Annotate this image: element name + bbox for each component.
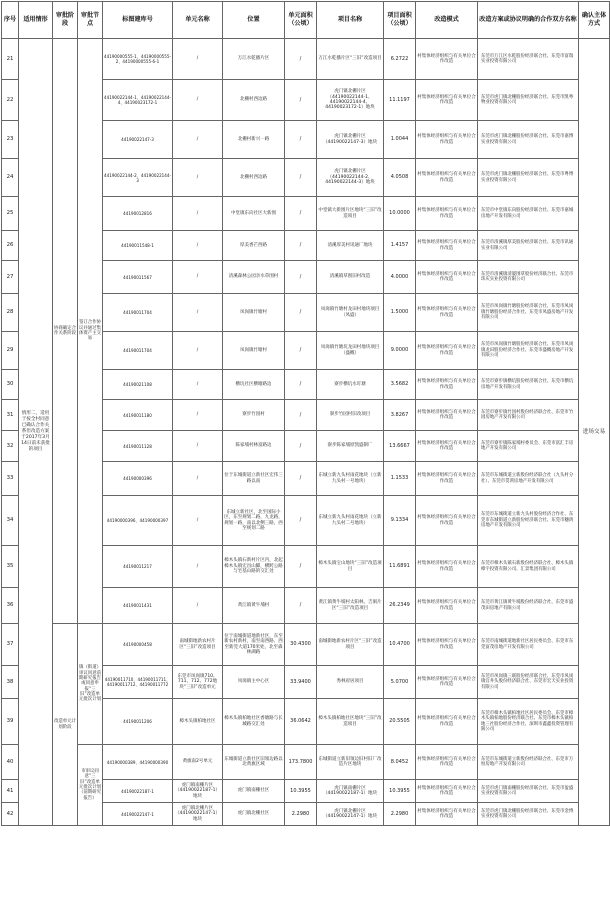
renovation-mode-cell: 村集体经济组织与有关单位合作改造	[416, 294, 478, 332]
partner-names-cell: 东莞市凤岗镇竹塘股份经济联合社、东莞市凤岗镇龙田股份经济合作社、东莞市盛概房地产开发有限公司	[478, 332, 579, 370]
renovation-mode-cell: 村集体经济组织与有关单位合作改造	[416, 400, 478, 431]
unit-name-cell: 南城街地新农村片区“三旧”改造项目	[173, 624, 223, 666]
unit-name-cell: /	[173, 197, 223, 231]
renovation-mode-cell: 村集体经济组织与有关单位合作改造	[416, 780, 478, 803]
project-name-cell: 清溪厚美村讯通厂地块	[317, 231, 384, 261]
project-area-cell: 10.3955	[384, 780, 416, 803]
row-number-cell: 31	[2, 400, 19, 431]
project-name-cell: 虎门镇北栅片区（44190022147-3）地块	[317, 121, 384, 159]
map-code-cell: 44190011548-1	[103, 231, 173, 261]
project-area-cell: 4.0000	[384, 261, 416, 294]
project-area-cell: 3.8267	[384, 400, 416, 431]
renovation-mode-cell: 村集体经济组织与有关单位合作改造	[416, 121, 478, 159]
table-row	[2, 39, 610, 80]
row-number-cell: 26	[2, 231, 19, 261]
table-row	[2, 745, 610, 780]
header-cell: 改造方案或协议明确的合作双方名称	[478, 2, 579, 39]
renovation-mode-cell: 村集体经济组织与有关单位合作改造	[416, 699, 478, 745]
project-area-cell: 10.0000	[384, 197, 416, 231]
project-name-cell: 南城街地新农村片区“三旧”改造项目	[317, 624, 384, 666]
partner-names-cell: 东莞市虎门镇北栅股份经济联合社、东莞市凯粤物业投资有限公司	[478, 80, 579, 121]
location-cell: 清溪森林公园亲水草围村	[223, 261, 285, 294]
unit-name-cell: /	[173, 332, 223, 370]
row-number-cell: 29	[2, 332, 19, 370]
renovation-mode-cell: 村集体经济组织与有关单位合作改造	[416, 261, 478, 294]
unit-area-cell: /	[285, 197, 317, 231]
header-cell: 项目面积（公顷）	[384, 2, 416, 39]
partner-names-cell: 东莞市虎门镇北栅股份经济联合社、东莞市金博实业投资有限公司	[478, 803, 579, 826]
unit-area-cell: /	[285, 496, 317, 546]
location-cell: 虎门镇北栅社区	[223, 803, 285, 826]
map-code-cell: 44190012816	[103, 197, 173, 231]
map-code-cell: 44190011206	[103, 699, 173, 745]
location-cell: 中堂镇东向社区大新围	[223, 197, 285, 231]
project-area-cell: 3.5682	[384, 370, 416, 400]
map-code-cell: 44190000389、44190000390	[103, 745, 173, 780]
header-row	[2, 2, 610, 39]
project-name-cell: 东城立新九头村雨花地块（立新九头村一号地块）	[317, 462, 384, 496]
renovation-mode-cell: 村集体经济组织与有关单位合作改造	[416, 80, 478, 121]
project-name-cell: 万江水乾播片区“三旧”改造项目	[317, 39, 384, 80]
project-name-cell: 虎门镇北栅片区（44190022144-2、44190022144-3）地块	[317, 159, 384, 197]
approval-node-cell: 签订合作协议并通过集体资产主交易	[78, 39, 103, 624]
renovation-mode-cell: 村集体经济组织与有关单位合作改造	[416, 624, 478, 666]
renovation-mode-cell: 村集体经济组织与有关单位合作改造	[416, 231, 478, 261]
unit-area-cell: 33.9400	[285, 666, 317, 699]
map-code-cell: 44190011704	[103, 294, 173, 332]
partner-names-cell: 东莞市黄江镇黄牛埔股份经济联合社、东莞市盛茂田房地产有限公司	[478, 588, 579, 624]
project-area-cell: 8.0452	[384, 745, 416, 780]
partner-names-cell: 东莞市虎门镇北栅股份经济联合社、东莞市粤博实业投资有限公司	[478, 159, 579, 197]
unit-area-cell: /	[285, 39, 317, 80]
project-name-cell: 凤岗镇竹塘坑龙田村地块项目（盛概）	[317, 332, 384, 370]
map-code-cell: 44190011217	[103, 546, 173, 588]
table-body	[2, 39, 610, 826]
project-name-cell: 寮步竹园村旧改项目	[317, 400, 384, 431]
map-code-cell: 44190021108	[103, 370, 173, 400]
partner-names-cell: 东莞市东城街道立新股份经济联合社、东莞市万恒房地产开发有限公司	[478, 745, 579, 780]
map-code-cell: 44190022144-1、44190022144-4、44190023172-1	[103, 80, 173, 121]
renovation-mode-cell: 村集体经济组织与有关单位合作改造	[416, 588, 478, 624]
row-number-cell: 33	[2, 462, 19, 496]
row-number-cell: 24	[2, 159, 19, 197]
row-number-cell: 27	[2, 261, 19, 294]
renovation-mode-cell: 村集体经济组织与有关单位合作改造	[416, 546, 478, 588]
unit-name-cell: /	[173, 546, 223, 588]
unit-area-cell: /	[285, 231, 317, 261]
unit-name-cell: /	[173, 400, 223, 431]
unit-name-cell: 东莞市凤岗镇710、711、712、772地块“三旧”改造单元	[173, 666, 223, 699]
location-cell: 樟木头镇柏地社区香塘路与长城路交汇处	[223, 699, 285, 745]
row-number-cell: 42	[2, 803, 19, 826]
location-cell: 虎门镇南栅社区	[223, 780, 285, 803]
project-area-cell: 2.2980	[384, 803, 416, 826]
map-code-cell: 44190022187-1	[103, 780, 173, 803]
unit-name-cell: 樟木头镇柏地社区	[173, 699, 223, 745]
unit-area-cell: 36.0642	[285, 699, 317, 745]
row-number-cell: 39	[2, 699, 19, 745]
data-table	[1, 1, 610, 826]
map-code-cell: 44190011710、44190011711、44190011712、44190011772	[103, 666, 173, 699]
project-area-cell: 13.6667	[384, 431, 416, 462]
project-area-cell: 11.1197	[384, 80, 416, 121]
location-cell: 厚美香芒西路	[223, 231, 285, 261]
project-area-cell: 11.6891	[384, 546, 416, 588]
row-number-cell: 37	[2, 624, 19, 666]
project-name-cell: 秀林府居项目	[317, 666, 384, 699]
project-area-cell: 1.1533	[384, 462, 416, 496]
unit-area-cell: /	[285, 546, 317, 588]
header-cell: 审批节点	[78, 2, 103, 39]
header-cell: 单元面积（公顷）	[285, 2, 317, 39]
unit-name-cell: /	[173, 496, 223, 546]
project-name-cell: 樟木头镇宝山地块“三旧”改造项目	[317, 546, 384, 588]
partner-names-cell: 东莞市中堂镇东向股份经济联合社、东莞市嘉城房地产开发有限公司	[478, 197, 579, 231]
map-code-cell: 44190000458	[103, 624, 173, 666]
unit-area-cell: 2.2980	[285, 803, 317, 826]
unit-area-cell: /	[285, 370, 317, 400]
unit-area-cell: /	[285, 431, 317, 462]
location-cell: 横坑社区横塘路边	[223, 370, 285, 400]
unit-area-cell: /	[285, 294, 317, 332]
row-number-cell: 25	[2, 197, 19, 231]
unit-area-cell: /	[285, 121, 317, 159]
partner-names-cell: 东莞市南城街道地新社区居民委员会、东莞市东莞富茂房地产开发有限公司	[478, 624, 579, 666]
unit-area-cell: 30.4300	[285, 624, 317, 666]
approval-node-cell: 市审议同意“三旧”改造单元批次计划（前期研究报告）	[78, 745, 103, 826]
renovation-mode-cell: 村集体经济组织与有关单位合作改造	[416, 159, 478, 197]
partner-names-cell: 东莞市樟木头镇柏地社区居民委员会、东莞市樟木头镇柏地股份经济联合社、东莞市樟木头镇柏地三社股份经济合作社、深圳市鑫鑫投资管理有限公司	[478, 699, 579, 745]
row-number-cell: 28	[2, 294, 19, 332]
renovation-mode-cell: 村集体经济组织与有关单位合作改造	[416, 431, 478, 462]
confirm-method-cell: 进场交易	[579, 39, 610, 826]
header-cell: 标图建库号	[103, 2, 173, 39]
unit-name-cell: /	[173, 431, 223, 462]
partner-names-cell: 东莞市凤岗镇三联股份经济联合社、东莞市凤岗镇官井头股份经济联合社、东莞市宏天实业投资有限公司	[478, 666, 579, 699]
header-cell: 确认主体方式	[579, 2, 610, 39]
project-name-cell: 寮步陈家埔原凯盛制厂	[317, 431, 384, 462]
unit-area-cell: /	[285, 462, 317, 496]
unit-name-cell: /	[173, 462, 223, 496]
location-cell: 北栅村西边路	[223, 80, 285, 121]
header-cell: 项目名称	[317, 2, 384, 39]
location-cell: 凤岗镇竹塘村	[223, 294, 285, 332]
row-number-cell: 22	[2, 80, 19, 121]
partner-names-cell: 东莞市樟木头镇石新股份经济联合社、樟木头镇樟宇投资有限公司、汇景集团有限公司	[478, 546, 579, 588]
unit-name-cell: /	[173, 294, 223, 332]
header-cell: 位置	[223, 2, 285, 39]
unit-name-cell: 黄旗南2号单元	[173, 745, 223, 780]
row-number-cell: 38	[2, 666, 19, 699]
approval-stage-cell: 改造单元计划阶段	[53, 624, 78, 826]
row-number-cell: 36	[2, 588, 19, 624]
project-area-cell: 1.0044	[384, 121, 416, 159]
location-cell: 东城立新社区，北至国际小区，东至规划二路，九龙路，规划一路，南以北侧三路，西至规划二路	[223, 496, 285, 546]
location-cell: 陈家埔村林富路边	[223, 431, 285, 462]
project-area-cell: 4.0508	[384, 159, 416, 197]
header-cell: 审批阶段	[53, 2, 78, 39]
applicable-situation-cell: 情形二，适用于按全村同意已确认合作关系但改造方案于2017年3月14日前未获批的项目	[19, 39, 53, 826]
renovation-mode-cell: 村集体经济组织与有关单位合作改造	[416, 745, 478, 780]
project-area-cell: 20.5505	[384, 699, 416, 745]
renovation-mode-cell: 村集体经济组织与有关单位合作改造	[416, 462, 478, 496]
project-name-cell: 寮步横坑水叮塘	[317, 370, 384, 400]
unit-area-cell: /	[285, 80, 317, 121]
partner-names-cell: 东莞市凤岗镇竹塘股份经济联合社、东莞市凤岗镇竹塘股份经济合作社、东莞市凤盛房地产开发有限公司	[478, 294, 579, 332]
header-cell: 改造模式	[416, 2, 478, 39]
unit-area-cell: /	[285, 400, 317, 431]
unit-area-cell: /	[285, 332, 317, 370]
project-name-cell: 东城街道立新旧领边旧村旧厂改造片区地块	[317, 745, 384, 780]
unit-name-cell: /	[173, 159, 223, 197]
partner-names-cell: 东莞市寮步镇横坑股份经济联合社、东莞市横坑房地产开发有限公司	[478, 370, 579, 400]
partner-names-cell: 东莞市虎门镇南栅股份经济联合社、东莞市盈盛实业投资有限公司	[478, 780, 579, 803]
renovation-mode-cell: 村集体经济组织与有关单位合作改造	[416, 332, 478, 370]
unit-area-cell: /	[285, 588, 317, 624]
project-area-cell: 9.0000	[384, 332, 416, 370]
header-cell: 序号	[2, 2, 19, 39]
map-code-cell: 44190022147-3	[103, 121, 173, 159]
unit-name-cell: /	[173, 231, 223, 261]
unit-name-cell: 虎门镇南栅片区（44190022187-1）地块	[173, 780, 223, 803]
unit-name-cell: /	[173, 370, 223, 400]
unit-name-cell: /	[173, 588, 223, 624]
row-number-cell: 23	[2, 121, 19, 159]
unit-area-cell: /	[285, 159, 317, 197]
project-name-cell: 黄江镇黄牛埔村太阳林、吉洞片区“三旧”改造项目	[317, 588, 384, 624]
partner-names-cell: 东莞市清溪镇清厦围草股份经济联合社、东莞市玮庆实业投资有限公司	[478, 261, 579, 294]
row-number-cell: 30	[2, 370, 19, 400]
map-code-cell: 44190011567	[103, 261, 173, 294]
map-code-cell: 44190011128	[103, 431, 173, 462]
map-code-cell: 44190022144-2、44190022144-3	[103, 159, 173, 197]
project-area-cell: 6.2722	[384, 39, 416, 80]
project-name-cell: 虎门镇北栅片区（44190022147-1）地块	[317, 803, 384, 826]
map-code-cell: 44190000396	[103, 462, 173, 496]
map-code-cell: 44190011704	[103, 332, 173, 370]
unit-area-cell: 173.7800	[285, 745, 317, 780]
partner-names-cell: 东莞市东城街道立新九头村股份经济合作社、东莞市东城街道立新股份经济联合社、东莞市穗鸿房地产开发有限公司	[478, 496, 579, 546]
approval-stage-cell: 协商确定合作关系阶段	[53, 39, 78, 624]
location-cell: 樟木头镇石新村片区内，北起樟木头镇宏昌山脚，横跨公路与宅基山路的交汇处	[223, 546, 285, 588]
unit-name-cell: /	[173, 261, 223, 294]
row-number-cell: 21	[2, 39, 19, 80]
partner-names-cell: 东莞市万江区水乾股份经济联合社、东莞市富瑞实业投资有限公司	[478, 39, 579, 80]
project-area-cell: 9.1334	[384, 496, 416, 546]
unit-name-cell: /	[173, 121, 223, 159]
renovation-mode-cell: 村集体经济组织与有关单位合作改造	[416, 666, 478, 699]
location-cell: 凤岗镇竹塘村	[223, 332, 285, 370]
row-number-cell: 40	[2, 745, 19, 780]
renovation-mode-cell: 村集体经济组织与有关单位合作改造	[416, 803, 478, 826]
table-row	[2, 624, 610, 666]
map-code-cell: 44190000555-1、44190000555-2、44190000555-6-1	[103, 39, 173, 80]
partner-names-cell: 东莞市寮步镇陈家埔村委员会、东莞市富汇丰房地产开发有限公司	[478, 431, 579, 462]
project-area-cell: 5.0700	[384, 666, 416, 699]
unit-name-cell: /	[173, 39, 223, 80]
location-cell: 位于东城街道立新社区宏伟三路以南	[223, 462, 285, 496]
location-cell: 北栅村西边路	[223, 159, 285, 197]
row-number-cell: 34	[2, 496, 19, 546]
location-cell: 寮步竹园村	[223, 400, 285, 431]
project-name-cell: 虎门镇北栅片区（44190022144-1、44190022144-4、44190023172-1）地块	[317, 80, 384, 121]
project-name-cell: 中堂镇大新围片区地块“三旧”改造项目	[317, 197, 384, 231]
unit-name-cell: /	[173, 80, 223, 121]
project-area-cell: 1.4157	[384, 231, 416, 261]
unit-area-cell: /	[285, 261, 317, 294]
renovation-mode-cell: 村集体经济组织与有关单位合作改造	[416, 370, 478, 400]
unit-area-cell: 10.3955	[285, 780, 317, 803]
row-number-cell: 35	[2, 546, 19, 588]
project-name-cell: 东城立新九头村雨花地块（立新九头村二号地块）	[317, 496, 384, 546]
project-name-cell: 凤岗镇竹塘村龙田村地块项目（凤盛）	[317, 294, 384, 332]
map-code-cell: 44190000396、44190000397	[103, 496, 173, 546]
renovation-mode-cell: 村集体经济组织与有关单位合作改造	[416, 197, 478, 231]
header-cell: 适用情形	[19, 2, 53, 39]
partner-names-cell: 东莞市清溪镇厚美股份经济联合社、东莞市讯通实业有限公司	[478, 231, 579, 261]
partner-names-cell: 东莞市虎门镇北栅股份经济联合社、东莞市嘉博实业投资有限公司	[478, 121, 579, 159]
project-name-cell: 虎门镇南栅片区（44190022187-1）地块	[317, 780, 384, 803]
project-area-cell: 26.2349	[384, 588, 416, 624]
row-number-cell: 41	[2, 780, 19, 803]
unit-name-cell: 虎门镇北栅片区（44190022147-1）地块	[173, 803, 223, 826]
location-cell: 北栅村新兴一路	[223, 121, 285, 159]
project-area-cell: 10.4700	[384, 624, 416, 666]
project-area-cell: 1.5000	[384, 294, 416, 332]
project-name-cell: 清溪镇草围旧村改造	[317, 261, 384, 294]
partner-names-cell: 东莞市寮步镇竹园村股份经济联合社、东莞市竹园房地产开发有限公司	[478, 400, 579, 431]
partner-names-cell: 东莞市东城街道立新股份经济联合社（九头村分社）、东莞市贯鸿房地产开发有限公司	[478, 462, 579, 496]
renovation-mode-cell: 村集体经济组织与有关单位合作改造	[416, 496, 478, 546]
location-cell: 东城街道立新社区旧领边路以北黄旗区域	[223, 745, 285, 780]
location-cell: 万江水乾播片区	[223, 39, 285, 80]
location-cell: 黄江镇黄牛埔村	[223, 588, 285, 624]
header-cell: 单元名称	[173, 2, 223, 39]
row-number-cell: 32	[2, 431, 19, 462]
location-cell: 位于南城街道地新社区，东至新农村新村，南至南西路、西至新莞大道170米处，北至森林湖路	[223, 624, 285, 666]
project-name-cell: 樟木头镇柏地社区地块“三旧”改造项目	[317, 699, 384, 745]
map-code-cell: 44190022147-1	[103, 803, 173, 826]
approval-node-cell: 镇（街道）审议同意前期研究报告或同意申报“三旧”改造单元批次计划	[78, 624, 103, 745]
location-cell: 凤岗镇主中心区	[223, 666, 285, 699]
map-code-cell: 44190011180	[103, 400, 173, 431]
map-code-cell: 44190011431	[103, 588, 173, 624]
renovation-mode-cell: 村集体经济组织与有关单位合作改造	[416, 39, 478, 80]
